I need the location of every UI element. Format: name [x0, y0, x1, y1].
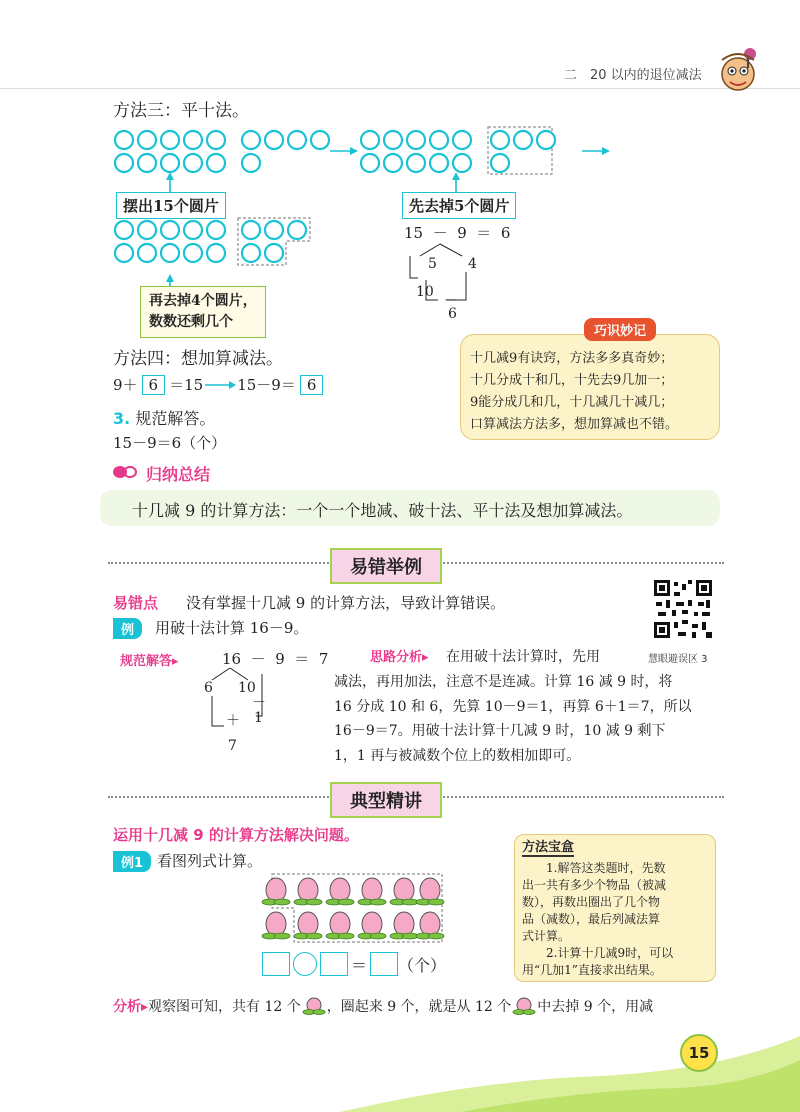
- chapter-header: 二 20 以内的退位减法: [564, 68, 702, 83]
- example1-tag: 例1: [113, 851, 151, 872]
- method3-title: 方法三：平十法。: [113, 101, 249, 121]
- summary-icon: [112, 464, 138, 480]
- blank-box[interactable]: [370, 952, 398, 976]
- calc-minus: －: [252, 695, 266, 711]
- peach-icon-row1: [262, 878, 444, 905]
- example-text: 用破十法计算 16－9。: [155, 619, 309, 637]
- calc-plus: ＋: [226, 713, 240, 729]
- peach-icon: [511, 997, 537, 1015]
- typical-heading: 运用十几减 9 的计算方法解决问题。: [113, 826, 359, 844]
- arrow-icon: [203, 380, 237, 390]
- answer-box: 6: [142, 375, 166, 395]
- answer-blanks: ＝ （个）: [262, 952, 446, 976]
- mascot-icon: [716, 44, 760, 96]
- page-number: 15: [680, 1034, 718, 1072]
- mistake-point-text: 没有掌握十几减 9 的计算方法，导致计算错误。: [186, 594, 506, 612]
- calc-7: 7: [228, 738, 237, 754]
- calc-1: 1: [254, 710, 263, 726]
- std-answer-label: 规范解答▸: [120, 654, 179, 669]
- step3-title: 3. 规范解答。: [113, 409, 216, 428]
- footer-wave: [340, 1030, 800, 1112]
- method-box-title: 方法宝盒: [522, 836, 574, 857]
- step3-answer: 15－9＝6（个）: [113, 434, 227, 452]
- rhyme-line: 十几减9有诀窍，方法多多真奇妙；: [470, 351, 674, 366]
- calc-split-lines: [196, 666, 286, 746]
- rhyme-lines: [470, 348, 678, 436]
- rhyme-line: 十几分成十和几，十先去9几加一；: [470, 373, 674, 388]
- label-remove-4: 再去掉4个圆片， 数数还剩几个: [140, 286, 266, 338]
- blank-circle[interactable]: [293, 952, 317, 976]
- method4-title: 方法四：想加算减法。: [113, 349, 283, 369]
- calc-10: 10: [238, 680, 256, 696]
- qr-code[interactable]: [652, 578, 714, 640]
- analysis-line-0: 在用破十法计算时，先用: [446, 649, 600, 665]
- mistake-point-label: 易错点: [113, 594, 159, 612]
- label-remove-5: 先去掉5个圆片: [402, 192, 516, 219]
- peaches-figure: [256, 872, 448, 944]
- method4-equation: 9＋ 6 ＝15 15－9＝ 6: [113, 374, 323, 395]
- method-box-lines: 1.解答这类题时，先数 出一共有多少个物品（被减 数），再数出圈出了几个物 品（减数），最后列减法算 式计算。 2.计算十几减9时，可以 用“几加1”直接求出结果。: [522, 861, 674, 977]
- calc-equation: 16 － 9 ＝ 7: [222, 650, 329, 668]
- circles-group-c: [115, 218, 310, 265]
- label-take-15: 摆出15个圆片: [116, 192, 226, 219]
- rhyme-line: 9能分成几和几，十几减几十减几；: [470, 395, 674, 410]
- blank-box[interactable]: [262, 952, 290, 976]
- split-result: 6: [448, 306, 457, 322]
- qr-caption: 慧眼避误区 3: [648, 654, 708, 665]
- blank-box[interactable]: [320, 952, 348, 976]
- summary-text: 十几减 9 的计算方法：一个一个地减、破十法、平十法及想加算减法。: [132, 501, 633, 520]
- method3-equation: 15 － 9 ＝ 6: [404, 224, 511, 242]
- summary-title: 归纳总结: [146, 465, 211, 484]
- split-minus: －: [444, 293, 458, 309]
- split-10: 10: [416, 284, 434, 300]
- mistakes-section-title: 易错举例: [330, 548, 442, 584]
- analysis-lines: 减法，再用加法，注意不是连减。计算 16 减 9 时，将 16 分成 10 和 6，先算 10－9＝1，再算 6＋1＝7，所以 16－9＝7。用破十法计算十几减 9 时，10 减 9 剩下 1，1 再与被减数个位上的数相加即可。: [334, 674, 692, 764]
- rhyme-line: 口算减法方法多，想加算减也不错。: [470, 417, 679, 432]
- circles-group-b: [361, 127, 555, 174]
- split-5: 5: [428, 256, 437, 272]
- split-4: 4: [468, 256, 477, 272]
- typical-analysis: 分析▸ 观察图可知，共有 12 个 ，圈起来 9 个，就是从 12 个 中去掉 9 个，用减: [113, 999, 654, 1015]
- example1-text: 看图列式计算。: [157, 852, 263, 870]
- answer-box: 6: [300, 375, 324, 395]
- circles-group-a: [115, 131, 329, 172]
- calc-6: 6: [204, 680, 213, 696]
- analysis-label: 思路分析▸: [370, 650, 429, 665]
- peach-icon-row2: [262, 912, 444, 939]
- peach-icon: [301, 997, 327, 1015]
- header-divider: [0, 88, 800, 89]
- example-tag: 例: [113, 618, 142, 639]
- rhyme-tag: 巧识妙记: [584, 318, 656, 341]
- typical-section-title: 典型精讲: [330, 782, 442, 818]
